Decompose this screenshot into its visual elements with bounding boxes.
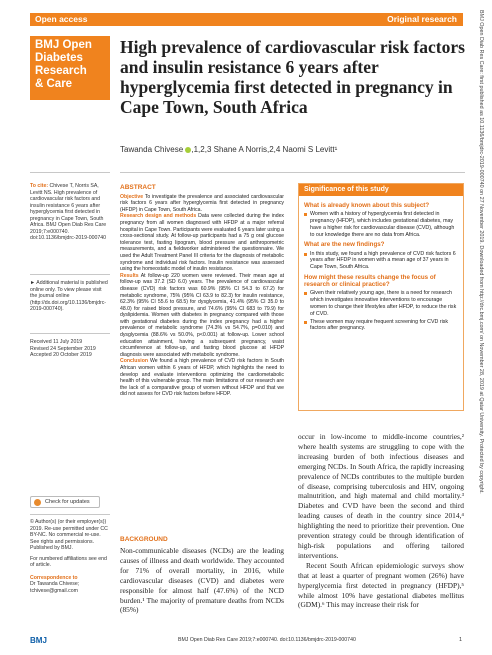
- abstract-heading: ABSTRACT: [120, 184, 156, 191]
- check-for-updates-button[interactable]: Check for updates: [30, 496, 100, 508]
- list-item: These women may require frequent screening for CVD risk factors after pregnancy.: [304, 319, 458, 333]
- article-title: High prevalence of cardiovascular risk factors and insulin resistance 6 years after hyperglycemia first detected in pregnancy in Cape Town, South Africa: [120, 37, 465, 117]
- journal-logo[interactable]: BMJ Open Diabetes Research & Care: [30, 36, 110, 100]
- sidebar-additional: ► Additional material is published online only. To view please visit the journal online (http://dx.doi.org/10.1136/bmjdrc-2019-000740).: [30, 280, 108, 312]
- crossmark-icon: [34, 499, 41, 506]
- list-item: Given their relatively young age, there is a need for research which investigates innovative interventions to encourage women to change their lifestyles after HFDP, to reduce the risk of CVD.: [304, 290, 458, 317]
- significance-heading: Significance of this study: [299, 184, 463, 196]
- list-item: In this study, we found a high prevalence of CVD risk factors 6 years after HFDP in women with a mean age of 37 years in Cape Town, South Africa.: [304, 251, 458, 271]
- bmj-logo[interactable]: BMJ: [30, 636, 47, 645]
- body-text-right: occur in low-income to middle-income countries,² where health systems are struggling to cope with the increasing burden of both infectious diseases and emerging NCDs. In South Africa, the rapidly increasing prevalence of NCDs contributes to the multiple burden of disease, comprising tuberculosis and HIV, ongoing malnutrition, and high maternal and child mortality.³ Diabetes and CVD have been the second and third leading causes of death in the country since 2014,⁴ highlighting the need to prioritize their prevention. One prevention strategy could be through identification of high-risk populations and offering tailored interventions. Recent South African epidemiologic surveys show that at least a quarter of pregnant women (26%) have hyperglycemia first detected in pregnancy (HFDP),⁵ while almost 10% have gestational diabetes mellitus (GDM).⁶ This may increase their risk for: [298, 432, 464, 610]
- side-copyright-note: BMJ Open Diab Res Care: first published as 10.1136/bmjdrc-2019-000740 on 27 November 2019. Downloaded from http://drc.bmj.com/ on November 28, 2019 at Qatar University. Protected by copyright.: [478, 10, 484, 494]
- significance-box: Significance of this study What is already known about this subject? Women with a history of hyperglycemia first detected in pregnancy (HFDP), which includes gestational diabetes, may have a higher risk for cardiovascular disease (CVD), although to our knowledge there are no data from Africa. What are the new findings? In this study, we found a high prevalence of CVD risk factors 6 years after HFDP in women with a mean age of 37 years in Cape Town, South Africa. How might these results change the focus of research or clinical practice? Given their relatively young age, there is a need for research which investigates innovative interventions to encourage women to change their lifestyles after HFDP, to reduce the risk of CVD. These women may require frequent screening for CVD risk factors after pregnancy.: [298, 183, 464, 411]
- sidebar-copyright: © Author(s) (or their employer(s)) 2019. Re-use permitted under CC BY-NC. No commercial re-use. See rights and permissions. Published by BMJ. For numbered affiliations see end of article. Correspondence to Dr Tawanda Chivese; tchivese@gmail.com: [30, 519, 108, 594]
- article-type-label: Original research: [387, 14, 457, 24]
- background-text: Non-communicable diseases (NCDs) are the leading causes of illness and death worldwide. They accounted for 71% of overall mortality, in 2016, while cardiovascular diseases (CVD) and diabetes were responsible for almost half (47.6%) of the NCD burden.¹ The majority of premature deaths from NCDs (85%): [120, 546, 284, 615]
- author-list: Tawanda Chivese ,1,2,3 Shane A Norris,2,4 Naomi S Levitt¹: [120, 145, 338, 154]
- sidebar-dates: Received 11 July 2019 Revised 24 September 2019 Accepted 20 October 2019: [30, 339, 96, 358]
- background-heading: BACKGROUND: [120, 536, 168, 543]
- sidebar-citation: To cite: Chivese T, Norris SA, Levitt NS. High prevalence of cardiovascular risk factors and insulin resistance 6 years after hyperglycemia first detected in pregnancy in Cape Town, South Africa. BMJ Open Diab Res Care 2019;7:e000740. doi:10.1136/bmjdrc-2019-000740: [30, 183, 107, 241]
- top-banner: [30, 13, 463, 26]
- abstract: ABSTRACT Objective To investigate the prevalence and associated cardiovascular risk factors 6 years after hyperglycemia first detected in pregnancy (HFDP) in Cape Town, South Africa. Research design and methods Data were collected during the index pregnancy from all women diagnosed with HFDP at a major referral hospital in Cape Town. Participants were evaluated 6 years later using a cross-sectional study. At follow-up participants had a 75 g oral glucose tolerance test, fasting lipogram, blood pressure and anthropometric measurements, and a fieldworker administered the questionnaire. We used the Adult Treatment Panel III criteria for the diagnosis of metabolic syndrome and individual risk factors. Insulin resistance was assessed using the homeostatic model of insulin resistance. Results At follow-up 220 women were reviewed. Their mean age at follow-up was 37.2 (SD 6.0) years. The prevalence of cardiovascular disease (CVD) risk factors was 60.9% (95% CI 54.3 to 67.2) for metabolic syndrome, 75% (95% CI 63.9 to 82.3) for insulin resistance, 62.3% (95% CI 55.6 to 68.5) for dysglycemia, 41.4% (95% CI 35.0 to 48.0) for raised blood pressure, and 74.6% (95% CI 683 to 79.9) for dyslipidemia. Women with diabetes in pregnancy compared with those with gestational diabetes during the index pregnancy had a higher prevalence of metabolic syndrome (74.3% vs 54.7%, p=0.010) and dysglycemia (88.6% vs 50.0%, p<0.001) at follow-up. Lower school education attainment, having a subsequent pregnancy, waist circumference at follow-up, and fasting blood glucose at HFDP diagnosis were associated with metabolic syndrome. Conclusion We found a high prevalence of CVD risk factors in South African women within 6 years of HFDP, which highlights the need to develop and evaluate interventions optimizing the cardiometabolic health of this vulnerable group. The main limitations of our research are the lack of a comparative group of women without HFDP and that we did not assess for CVD risk factors before HFDP.: [120, 184, 285, 398]
- page-number: 1: [459, 637, 463, 643]
- footer-citation: BMJ Open Diab Res Care 2019;7:e000740. doi:10.1136/bmjdrc-2019-000740: [178, 637, 356, 643]
- authors-divider: [120, 172, 465, 173]
- list-item: Women with a history of hyperglycemia first detected in pregnancy (HFDP), which includes gestational diabetes, may have a higher risk for cardiovascular disease (CVD), although to our knowledge there are no data from Africa.: [304, 211, 458, 238]
- open-access-label: Open access: [35, 14, 88, 24]
- sidebar-divider: [30, 172, 110, 173]
